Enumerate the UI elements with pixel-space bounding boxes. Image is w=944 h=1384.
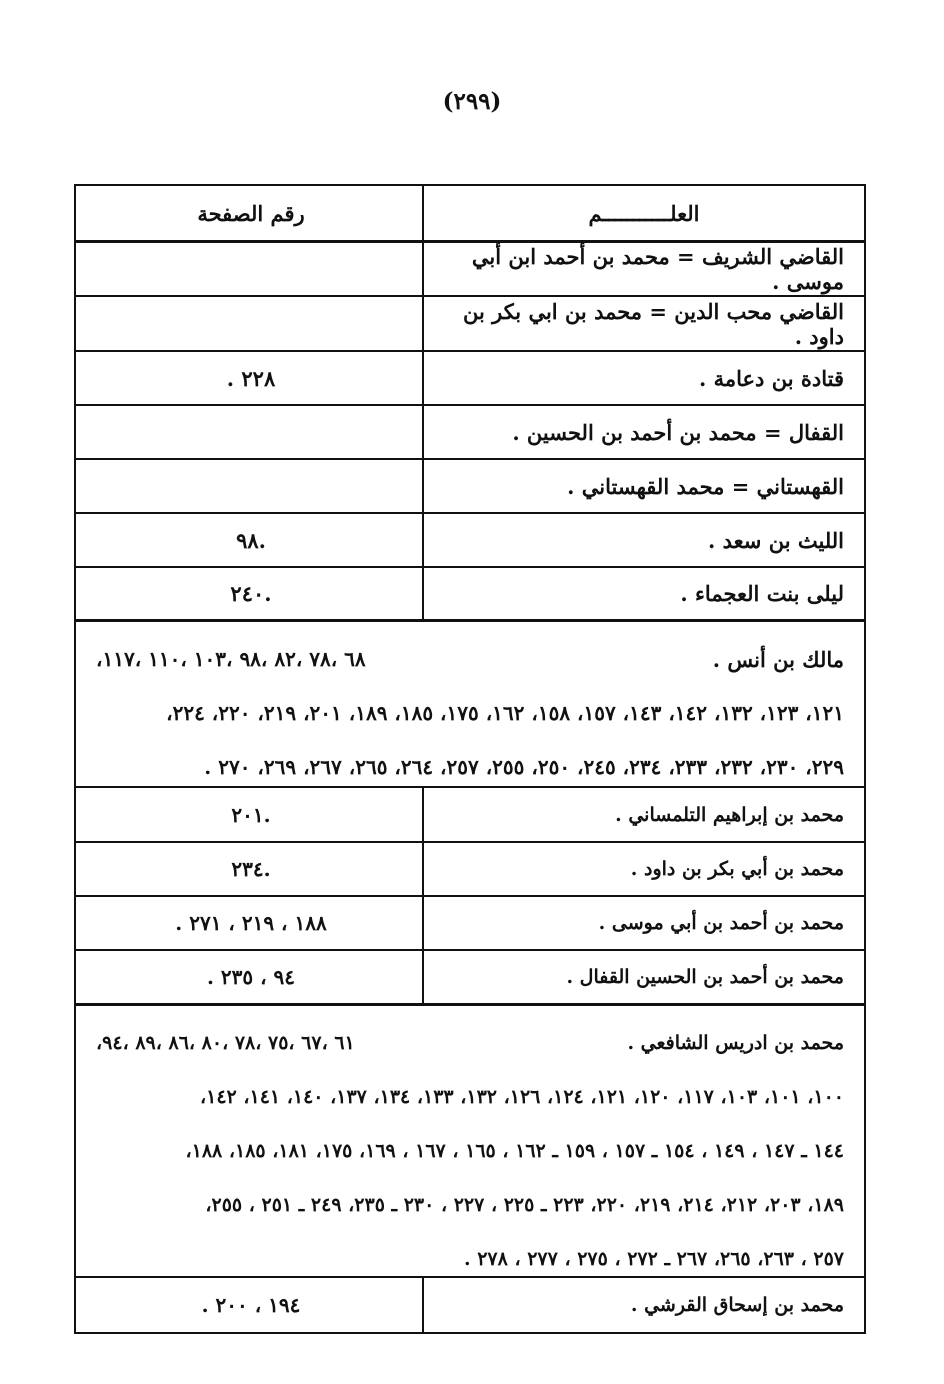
- entry-pages: .٢٣٤: [80, 843, 424, 895]
- entry-name: القفال = محمد بن أحمد بن الحسين .: [512, 419, 844, 445]
- entry-name: محمد بن إبراهيم التلمساني .: [615, 803, 844, 826]
- table-row: [76, 406, 864, 460]
- entry-pages: .٢٠١: [80, 788, 424, 841]
- index-table: [74, 184, 866, 1334]
- table-header-row: [76, 186, 864, 243]
- entry-pages: [80, 243, 424, 295]
- entry-pages-line: ٢٥٧ ، ٢٦٣، ٢٦٥، ٢٦٧ ـ ٢٧٢ ، ٢٧٥ ، ٢٧٧ ، ٢٧٨ .: [463, 1248, 844, 1270]
- entry-pages: ١٩٤ ، ٢٠٠ .: [80, 1278, 424, 1332]
- entry-block-shafii: [76, 1006, 864, 1278]
- entry-pages-lead: ٦٨ ،٧٨ ،٨٢ ،٩٨ ،١٠٣ ،١١٠ ،١١٧،: [96, 647, 366, 671]
- table-row: [76, 951, 864, 1006]
- entry-block-malik: [76, 622, 864, 788]
- entry-name: محمد بن أبي بكر بن داود .: [630, 858, 844, 880]
- entry-pages-line: ١٨٩، ٢٠٣، ٢١٢، ٢١٤، ٢١٩، ٢٢٠، ٢٢٣ ـ ٢٢٥ ، ٢٢٧ ، ٢٣٠ ـ ٢٣٥، ٢٤٩ ـ ٢٥١ ، ٢٥٥،: [205, 1194, 844, 1216]
- table-row: [76, 297, 864, 352]
- entry-name: محمد بن أحمد بن أبي موسى .: [598, 912, 844, 934]
- entry-name: ليلى بنت العجماء .: [680, 581, 844, 606]
- page-number: (٢٩٩): [442, 88, 502, 115]
- header-pages: رقم الصفحة: [80, 186, 424, 240]
- entry-pages: ٢٢٨ .: [80, 352, 424, 404]
- entry-pages: [80, 406, 424, 458]
- table-row: [76, 788, 864, 843]
- table-row: [76, 460, 864, 514]
- entry-name: قتادة بن دعامة .: [699, 365, 844, 391]
- entry-name: الليث بن سعد .: [708, 527, 844, 553]
- table-row: [76, 568, 864, 622]
- entry-name: محمد بن أحمد بن الحسين القفال .: [566, 966, 844, 988]
- table-row: [76, 243, 864, 297]
- entry-name: مالك بن أنس .: [712, 646, 844, 672]
- entry-name: محمد بن إسحاق القرشي .: [630, 1294, 844, 1316]
- entry-pages: ١٨٨ ، ٢١٩ ، ٢٧١ .: [80, 897, 424, 949]
- block-first-line: [96, 632, 844, 686]
- entry-name: القاضي محب الدين = محمد بن ابي بكر بن داود .: [462, 298, 844, 349]
- entry-name: القاضي الشريف = محمد بن أحمد ابن أبي موسى .: [471, 244, 844, 294]
- entry-name: القهستاني = محمد القهستاني .: [567, 473, 844, 499]
- table-row: [76, 843, 864, 897]
- block-first-line: [96, 1016, 844, 1070]
- header-name: العلـــــــــــم: [588, 200, 700, 226]
- entry-name: محمد بن ادريس الشافعي .: [627, 1032, 844, 1054]
- entry-pages-line: ١٢١، ١٢٣، ١٣٢، ١٤٢، ١٤٣، ١٥٧، ١٥٨، ١٦٢، ١٧٥، ١٨٥، ١٨٩، ٢٠١، ٢١٩، ٢٢٠، ٢٢٤،: [166, 701, 844, 725]
- entry-pages: [80, 460, 424, 512]
- entry-pages: ٩٤ ، ٢٣٥ .: [80, 951, 424, 1003]
- entry-pages: .٩٨: [80, 514, 424, 566]
- table-row: [76, 514, 864, 568]
- table-row: [76, 897, 864, 951]
- table-row: [76, 1278, 864, 1334]
- entry-pages-line: ٢٢٩، ٢٣٠، ٢٣٢، ٢٣٣، ٢٣٤، ٢٤٥، ٢٥٠، ٢٥٥، ٢٥٧، ٢٦٤، ٢٦٥، ٢٦٧، ٢٦٩، ٢٧٠ .: [204, 755, 844, 779]
- entry-pages-line: ١٤٤ ـ ١٤٧ ، ١٤٩ ، ١٥٤ ـ ١٥٧ ، ١٥٩ ـ ١٦٢ ، ١٦٥ ، ١٦٧ ، ١٦٩، ١٧٥، ١٨١، ١٨٥، ١٨٨،: [185, 1140, 844, 1162]
- entry-pages-lead: ٦١ ،٦٧ ،٧٥ ،٧٨ ،٨٠ ،٨٦ ،٨٩ ،٩٤،: [96, 1032, 355, 1054]
- entry-pages-line: ١٠٠، ١٠١، ١٠٣، ١١٧، ١٢٠، ١٢١، ١٢٤، ١٢٦، ١٣٢، ١٣٣، ١٣٤، ١٣٧، ١٤٠، ١٤١، ١٤٢،: [199, 1086, 844, 1108]
- table-row: [76, 352, 864, 406]
- entry-pages: [80, 297, 424, 350]
- entry-pages: .٢٤٠: [80, 568, 424, 619]
